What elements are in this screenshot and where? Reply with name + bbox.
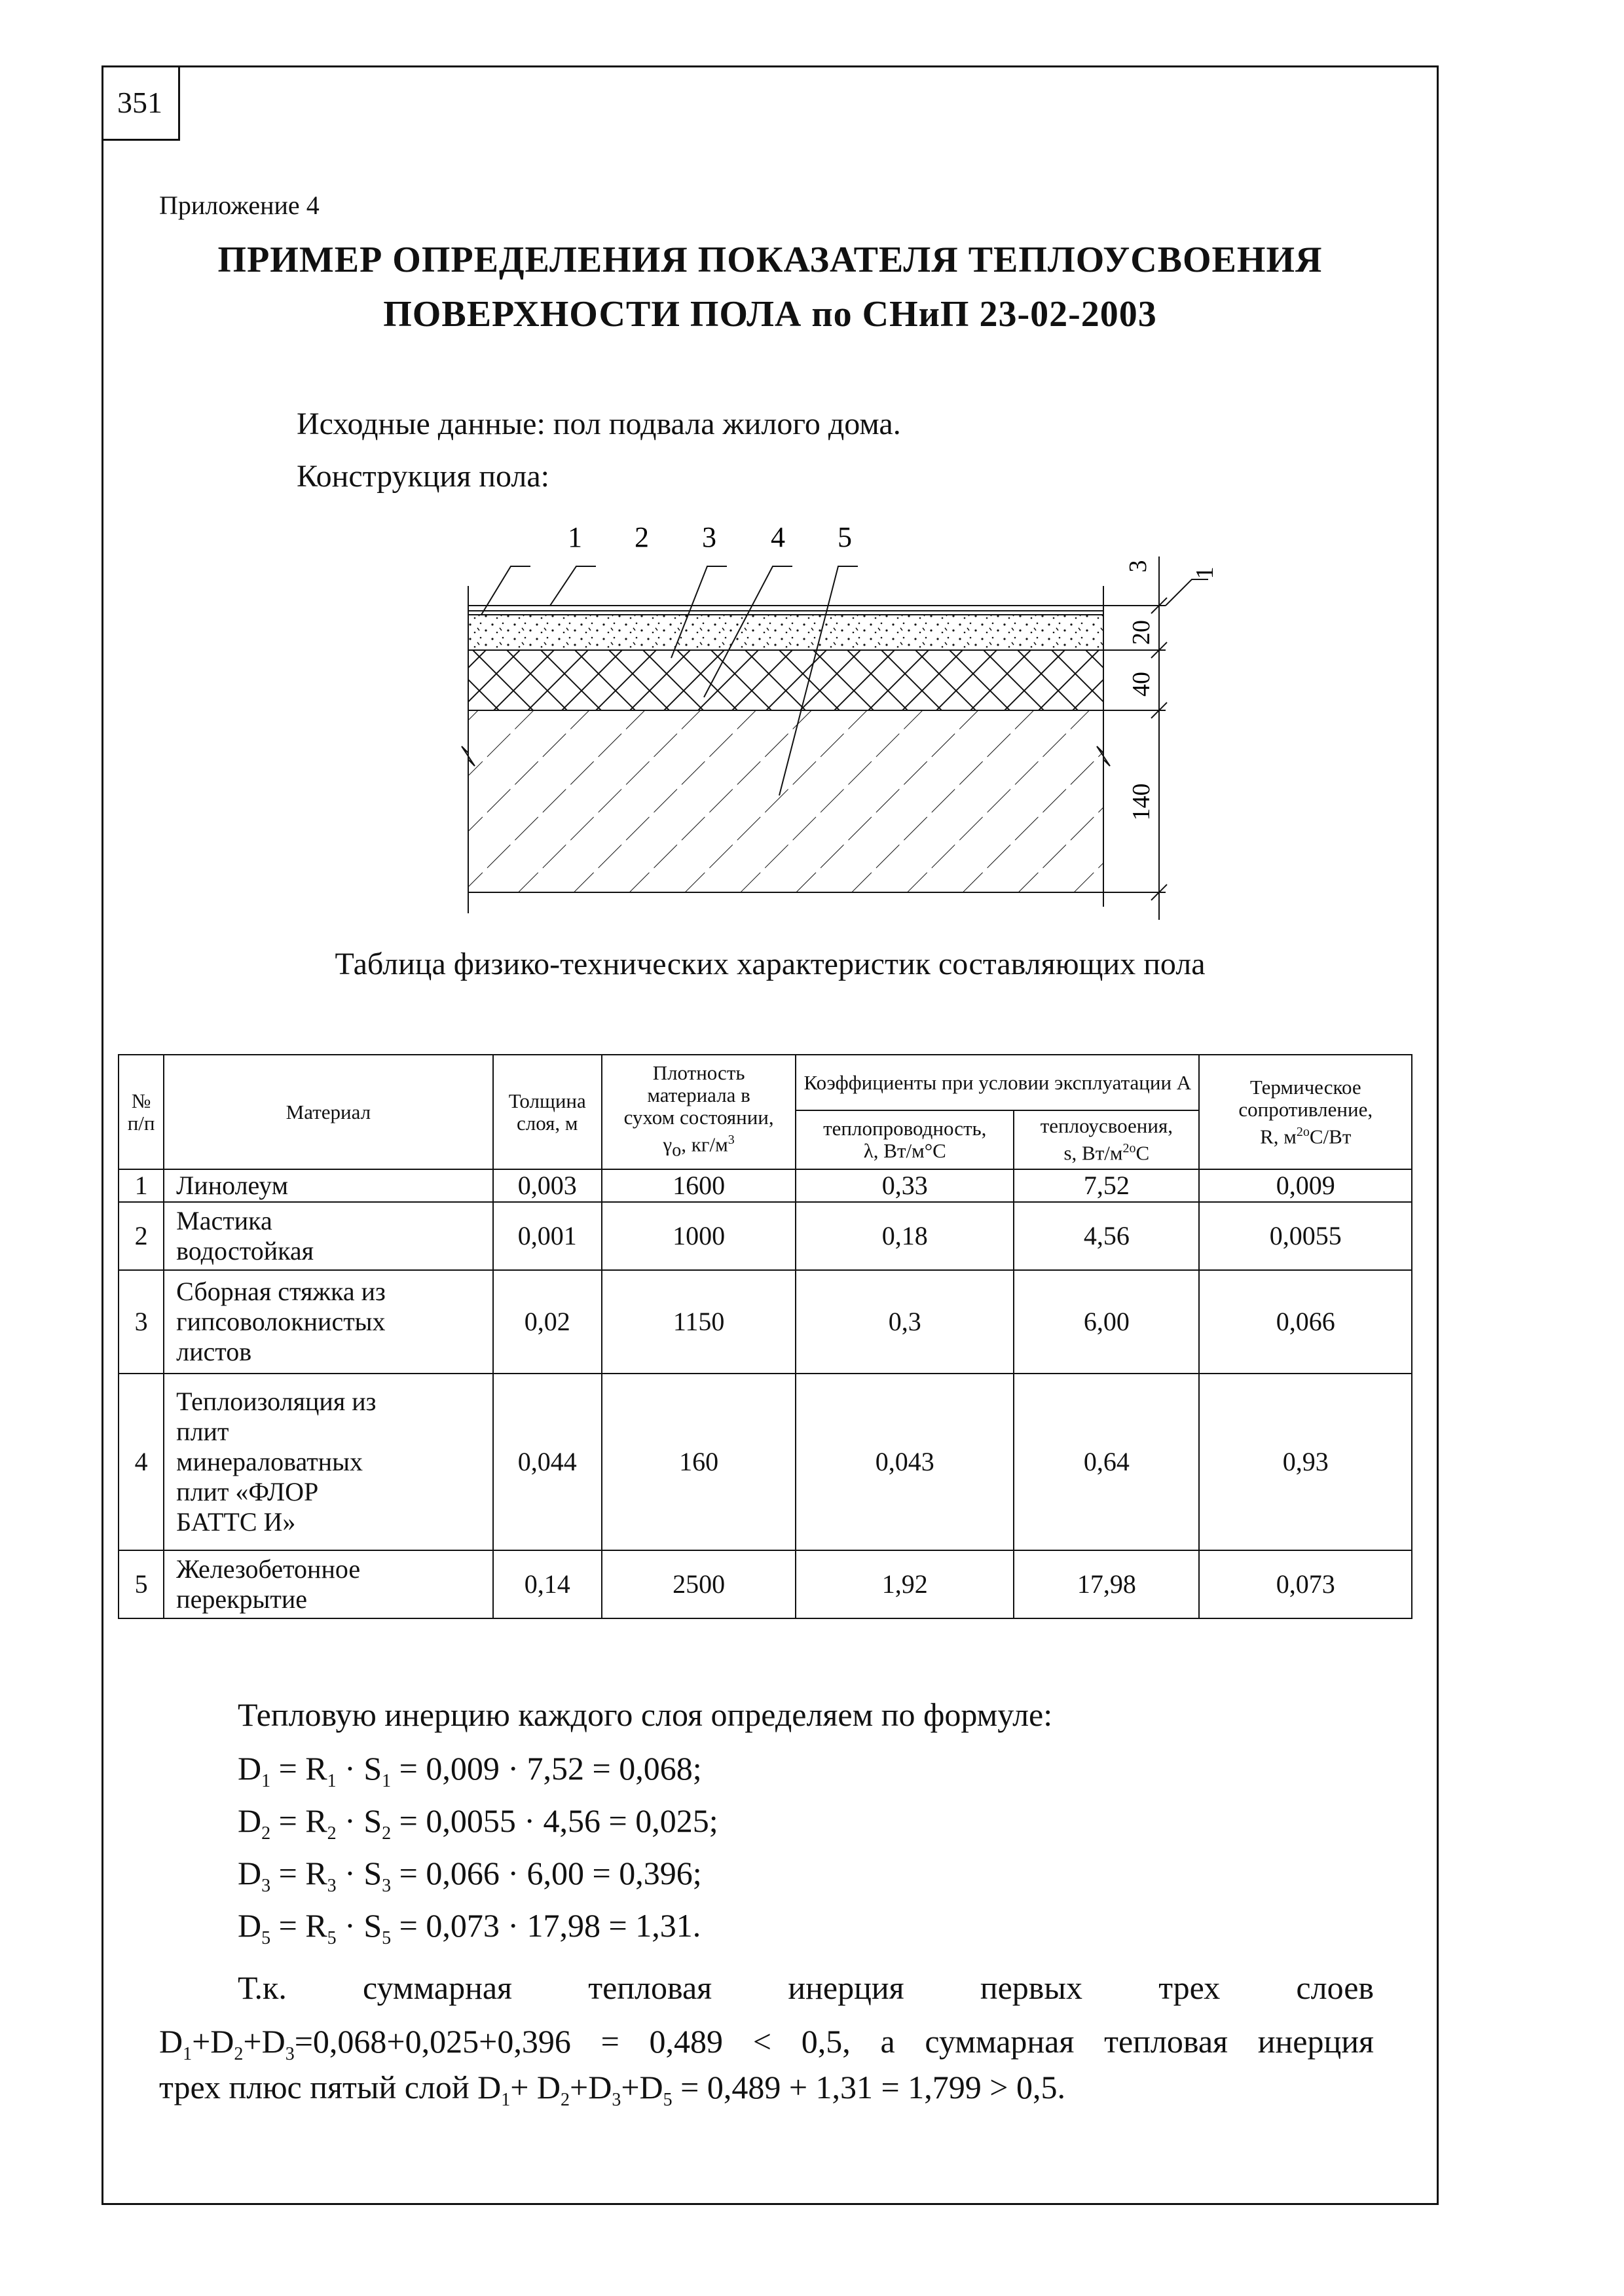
conclusion-line-2: $D_1+D_2+D_3=0,068+0,025+0,396 = 0,489 < 0,5$, а суммарная тепловая инерция <box>159 2023 1374 2064</box>
layer-insulation <box>468 650 1103 710</box>
dimension-leader-1 <box>1166 579 1208 606</box>
cell-conductivity: 0,18 <box>796 1202 1014 1270</box>
dim-140: 140 <box>1128 783 1155 821</box>
callout-4: 4 <box>771 521 785 553</box>
callout-5: 5 <box>838 521 852 553</box>
callout-1: 1 <box>568 521 582 553</box>
layer-concrete-slab <box>468 710 1103 892</box>
header-num: № п/п <box>119 1055 164 1169</box>
cell-density: 1150 <box>602 1270 796 1374</box>
cell-material: Теплоизоляция из плит минераловатных плит «ФЛОР БАТТС И» <box>164 1374 492 1550</box>
conclusion-line-3: трех плюс пятый слой $D_1+ D_2+D_3+D_5 = 0,489 + 1,31 = 1,799 > 0,5$. <box>159 2069 1065 2110</box>
floor-section-diagram <box>445 520 1231 920</box>
cell-resistance: 0,066 <box>1199 1270 1412 1374</box>
cell-resistance: 0,073 <box>1199 1550 1412 1618</box>
cell-num: 2 <box>119 1202 164 1270</box>
cell-resistance: 0,0055 <box>1199 1202 1412 1270</box>
dimension-line <box>1103 556 1167 920</box>
cell-material: Железобетонное перекрытие <box>164 1550 492 1618</box>
source-data-text: Исходные данные: пол подвала жилого дома. <box>297 407 901 441</box>
layer-linoleum <box>468 606 1103 611</box>
cell-thickness: 0,14 <box>493 1550 602 1618</box>
cell-absorption: 6,00 <box>1014 1270 1199 1374</box>
formula-lead: Тепловую инерцию каждого слоя определяем по формуле: <box>238 1696 1053 1733</box>
cell-thickness: 0,044 <box>493 1374 602 1550</box>
cell-absorption: 4,56 <box>1014 1202 1199 1270</box>
cell-density: 1600 <box>602 1169 796 1202</box>
cell-num: 3 <box>119 1270 164 1374</box>
cell-num: 5 <box>119 1550 164 1618</box>
header-conductivity: теплопроводность, λ, Вт/м°С <box>796 1110 1014 1169</box>
callout-2: 2 <box>635 521 649 553</box>
title-line-1: ПРИМЕР ОПРЕДЕЛЕНИЯ ПОКАЗАТЕЛЯ ТЕПЛОУСВОЕНИЯ <box>217 240 1323 280</box>
formula-d2: $D_2 = R_2 \cdot S_2 = 0,0055 \cdot 4,56 = 0,025$; <box>238 1802 718 1844</box>
cell-resistance: 0,009 <box>1199 1169 1412 1202</box>
dim-20: 20 <box>1128 620 1155 645</box>
cell-material: Сборная стяжка из гипсоволокнистых листов <box>164 1270 492 1374</box>
table-caption: Таблица физико-технических характеристик составляющих пола <box>335 947 1206 981</box>
cell-num: 1 <box>119 1169 164 1202</box>
table-row <box>119 1374 1412 1550</box>
table-row <box>119 1270 1412 1374</box>
properties-table <box>118 1054 1412 1619</box>
cell-density: 1000 <box>602 1202 796 1270</box>
header-coefficients: Коэффициенты при условии эксплуатации А <box>796 1055 1199 1110</box>
cell-absorption: 0,64 <box>1014 1374 1199 1550</box>
dim-1: 1 <box>1191 566 1219 579</box>
cell-density: 160 <box>602 1374 796 1550</box>
header-thickness: Толщина слоя, м <box>493 1055 602 1169</box>
header-material: Материал <box>164 1055 492 1169</box>
cell-density: 2500 <box>602 1550 796 1618</box>
cell-material: Мастика водостойкая <box>164 1202 492 1270</box>
cell-conductivity: 0,043 <box>796 1374 1014 1550</box>
table-row <box>119 1202 1412 1270</box>
header-absorption: теплоусвоения, s, $Вт/м^{2о}С$ <box>1014 1110 1199 1169</box>
conclusion-line-1: Т.к. суммарная тепловая инерция первых трех слоев <box>238 1969 1374 2006</box>
cell-thickness: 0,003 <box>493 1169 602 1202</box>
cell-num: 4 <box>119 1374 164 1550</box>
cell-thickness: 0,02 <box>493 1270 602 1374</box>
layer-screed <box>468 615 1103 650</box>
cell-absorption: 7,52 <box>1014 1169 1199 1202</box>
appendix-label: Приложение 4 <box>159 191 320 220</box>
cell-material: Линолеум <box>164 1169 492 1202</box>
cell-thickness: 0,001 <box>493 1202 602 1270</box>
table-row <box>119 1169 1412 1202</box>
header-density: Плотность материала в сухом состоянии, γo, $кг/м^3$ <box>602 1055 796 1169</box>
title-line-2: ПОВЕРХНОСТИ ПОЛА по СНиП 23-02-2003 <box>383 294 1157 335</box>
page-number: 351 <box>101 65 180 141</box>
cell-conductivity: 0,3 <box>796 1270 1014 1374</box>
formula-d5: $D_5 = R_5 \cdot S_5 = 0,073 \cdot 17,98 = 1,31$. <box>238 1907 701 1948</box>
cell-conductivity: 0,33 <box>796 1169 1014 1202</box>
formula-d1: $D_1 = R_1 \cdot S_1 = 0,009 \cdot 7,52 = 0,068$; <box>238 1750 702 1791</box>
callout-3: 3 <box>702 521 716 553</box>
cell-conductivity: 1,92 <box>796 1550 1014 1618</box>
header-resistance: Термическое сопротивление, R, $м^{2о}С/Вт$ <box>1199 1055 1412 1169</box>
cell-resistance: 0,93 <box>1199 1374 1412 1550</box>
callout-leader-2 <box>550 566 596 606</box>
dim-3: 3 <box>1124 560 1152 573</box>
floor-construction-label: Конструкция пола: <box>297 459 549 494</box>
dim-40: 40 <box>1128 672 1155 697</box>
cell-absorption: 17,98 <box>1014 1550 1199 1618</box>
formula-d3: $D_3 = R_3 \cdot S_3 = 0,066 \cdot 6,00 = 0,396$; <box>238 1855 702 1896</box>
table-row <box>119 1550 1412 1618</box>
